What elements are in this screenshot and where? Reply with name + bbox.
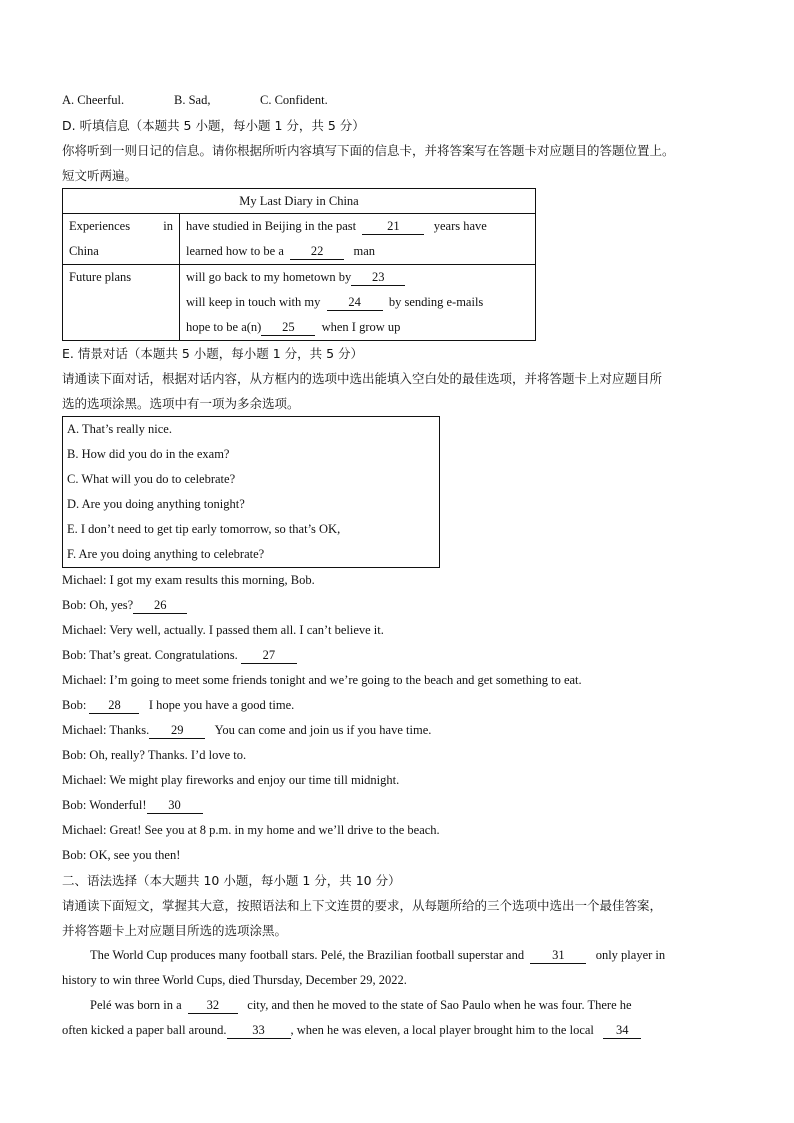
passage-p2-line2: often kicked a paper ball around. 33 , when he was eleven, a local player brought him to the local 34 [62, 1018, 738, 1043]
option-b: B. How did you do in the exam? [67, 447, 230, 461]
dialogue [62, 568, 738, 868]
passage-p1-line1: The World Cup produces many football stars. Pelé, the Brazilian football superstar and 31 only player in [90, 948, 666, 962]
option-a: A. That’s really nice. [67, 422, 172, 436]
info-card-title: My Last Diary in China [63, 189, 536, 214]
dialogue-line: Michael: Great! See you at 8 p.m. in my home and we’ll drive to the beach. [62, 823, 440, 837]
blank-25[interactable]: 25 [261, 319, 315, 336]
section-2-heading: 二、语法选择（本大题共 10 小题，每小题 1 分，共 10 分） [62, 873, 401, 888]
blank-30[interactable]: 30 [147, 797, 203, 814]
section-d-heading: D. 听填信息（本题共 5 小题，每小题 1 分，共 5 分） [62, 118, 365, 133]
future-plans-label: Future plans [63, 265, 180, 341]
dialogue-line: Michael: Very well, actually. I passed them all. I can’t believe it. [62, 623, 384, 637]
blank-21[interactable]: 21 [362, 218, 424, 235]
blank-27[interactable]: 27 [241, 647, 297, 664]
section-e-heading: E. 情景对话（本题共 5 小题，每小题 1 分，共 5 分） [62, 346, 364, 361]
info-card-table [62, 188, 536, 341]
dialogue-line: Bob: Wonderful! 30 [62, 793, 738, 818]
option-f: F. Are you doing anything to celebrate? [67, 547, 265, 561]
blank-29[interactable]: 29 [149, 722, 205, 739]
dialogue-line: Bob: OK, see you then! [62, 848, 181, 862]
options-box [62, 416, 440, 568]
option-c: C. Confident. [260, 93, 328, 107]
section-e-instruction: 请通读下面对话，根据对话内容，从方框内的选项中选出能填入空白处的最佳选项，并将答题卡上对应题目所 [62, 371, 663, 386]
dialogue-line: Bob: Oh, yes? 26 [62, 593, 738, 618]
option-b: B. Sad, [174, 93, 211, 107]
blank-23[interactable]: 23 [351, 269, 405, 286]
section-d-instruction: 你将听到一则日记的信息。请你根据所听内容填写下面的信息卡，并将答案写在答题卡对应题目的答题位置上。 [62, 143, 675, 158]
option-e: E. I don’t need to get tip early tomorrow, so that’s OK, [67, 522, 341, 536]
exam-page [62, 88, 738, 1043]
section-e-instruction-2: 选的选项涂黑。选项中有一项为多余选项。 [62, 396, 300, 411]
blank-32[interactable]: 32 [188, 997, 238, 1014]
experiences-content: have studied in Beijing in the past 21 years have learned how to be a 22 man [180, 214, 536, 265]
section-d-instruction-2: 短文听两遍。 [62, 168, 138, 183]
blank-26[interactable]: 26 [133, 597, 187, 614]
passage-p1-line2: history to win three World Cups, died Thursday, December 29, 2022. [62, 973, 407, 987]
blank-24[interactable]: 24 [327, 294, 383, 311]
option-d: D. Are you doing anything tonight? [67, 497, 245, 511]
blank-28[interactable]: 28 [89, 697, 139, 714]
dialogue-line: Michael: Thanks. 29 You can come and join us if you have time. [62, 723, 432, 737]
section-2-instruction: 请通读下面短文，掌握其大意，按照语法和上下文连贯的要求，从每题所给的三个选项中选出一个最佳答案， [62, 898, 663, 913]
dialogue-line: Michael: We might play fireworks and enjoy our time till midnight. [62, 773, 400, 787]
option-c: C. What will you do to celebrate? [67, 472, 236, 486]
passage-p2-line1: Pelé was born in a 32 city, and then he moved to the state of Sao Paulo when he was four. There he [90, 998, 632, 1012]
blank-33[interactable]: 33 [227, 1022, 291, 1039]
blank-34[interactable]: 34 [603, 1022, 641, 1039]
listening-c-options [62, 88, 738, 113]
dialogue-line: Michael: I’m going to meet some friends tonight and we’re going to the beach and get something to eat. [62, 673, 582, 687]
dialogue-line: Bob: Oh, really? Thanks. I’d love to. [62, 748, 247, 762]
dialogue-line: Michael: I got my exam results this morning, Bob. [62, 573, 315, 587]
blank-31[interactable]: 31 [530, 947, 586, 964]
dialogue-line: Bob: 28 I hope you have a good time. [62, 698, 295, 712]
dialogue-line: Bob: That’s great. Congratulations. 27 [62, 643, 738, 668]
future-plans-content: will go back to my hometown by 23 will keep in touch with my 24 by sending e-mails hope to be a(n) 25 when I grow up [180, 265, 536, 341]
section-2-instruction-2: 并将答题卡上对应题目所选的选项涂黑。 [62, 923, 288, 938]
experiences-label: Experiences in China [63, 214, 180, 265]
option-a: A. Cheerful. [62, 93, 125, 107]
blank-22[interactable]: 22 [290, 243, 344, 260]
